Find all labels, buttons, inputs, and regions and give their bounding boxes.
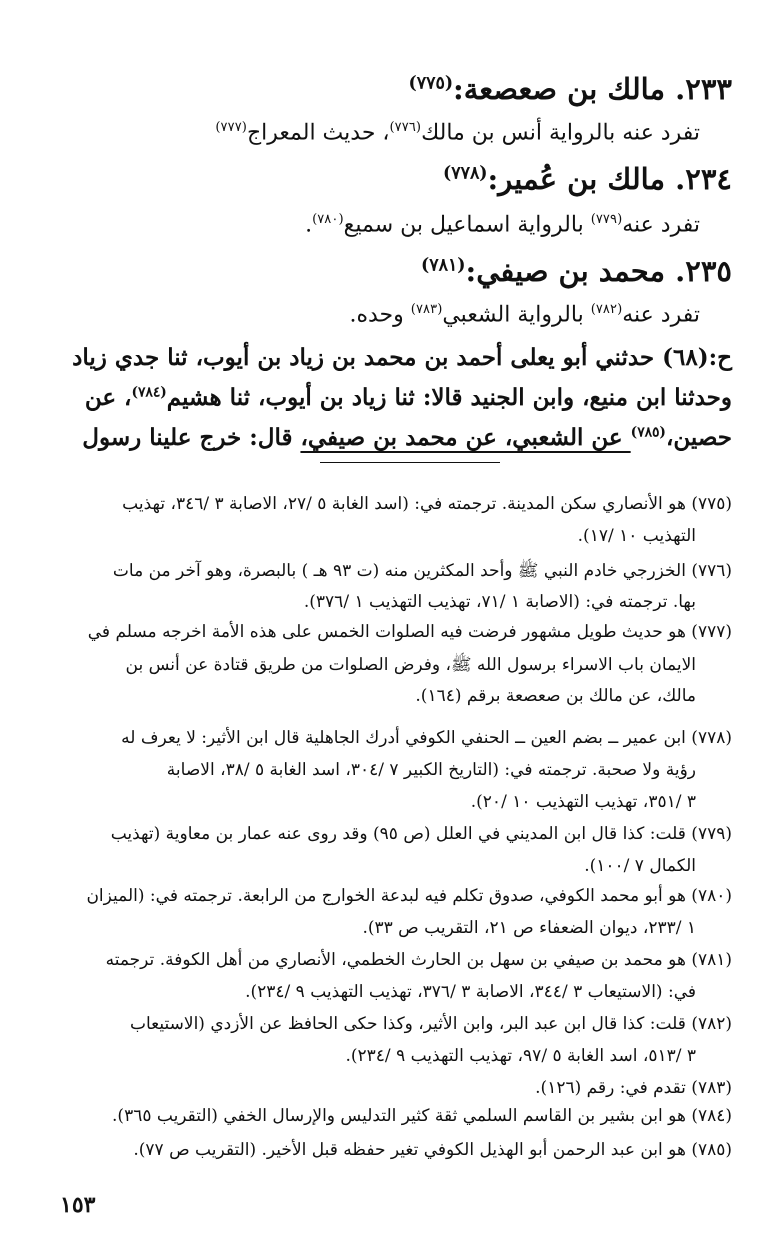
footnote-ref: (٧٨٠) xyxy=(312,212,344,227)
hadith-line-1: ح:(٦٨) حدثني أبو يعلى أحمد بن محمد بن زياد بن أيوب، ثنا جدي زياد xyxy=(72,344,732,371)
footnote-line: (٧٧٥) هو الأنصاري سكن المدينة. ترجمته في: (اسد الغابة ٥ /٢٧، الاصابة ٣ /٣٤٦، تهذيب xyxy=(122,494,732,514)
entry-body-235: تفرد عنه$^{(٧٨٢)}$ بالرواية الشعبي$^{(٧٨٣)}$ وحده. xyxy=(349,302,700,328)
footnote-line: (٧٨٢) قلت: كذا قال ابن عبد البر، وابن الأثير، وكذا حكى الحافظ عن الأزدي (الاستيعاب xyxy=(129,1014,732,1034)
footnote-continuation: الايمان باب الاسراء برسول الله ﷺ، وفرض الصلوات من طريق قتادة عن أنس بن xyxy=(125,655,696,675)
footnote-continuation: الكمال ٧ /١٠٠). xyxy=(584,856,696,876)
entry-name: محمد بن صيفي: xyxy=(465,254,666,288)
entry-name: مالك بن صعصعة: xyxy=(453,72,666,106)
footnote-ref: (٧٧٦) xyxy=(389,120,422,135)
hadith-line-2: وحدثنا ابن منيع، وابن الجنيد قالا: ثنا زياد بن أيوب، ثنا هشيم$^{(٧٨٤)}$، عن xyxy=(84,384,732,411)
footnote-ref: (٧٨٥) xyxy=(630,424,666,441)
footnote-continuation: بها. ترجمته في: (الاصابة ١ /٧١، تهذيب التهذيب ١ /٣٧٦). xyxy=(303,592,696,612)
footnote-ref: (٧٨٤) xyxy=(131,384,167,401)
entry-body-233: تفرد عنه بالرواية أنس بن مالك$^{(٧٧٦)}$، حديث المعراج$^{(٧٧٧)}$ xyxy=(215,120,700,146)
footnote-line: (٧٨٠) هو أبو محمد الكوفي، صدوق تكلم فيه لبدعة الخوارج من الرابعة. ترجمته في: (الميزان xyxy=(86,886,732,906)
footnote-ref: (٧٧٧) xyxy=(215,120,247,135)
underlined-chain: عن الشعبي، عن محمد بن صيفي، xyxy=(300,424,631,451)
entry-body-234: تفرد عنه$^{(٧٧٩)}$ بالرواية اسماعيل بن سميع$^{(٧٨٠)}$. xyxy=(305,212,700,238)
entry-number: ٢٣٤. xyxy=(675,162,732,196)
footnote-ref: (٧٧٥) xyxy=(408,73,454,94)
separator-rule xyxy=(320,462,500,463)
page-number: ١٥٣ xyxy=(60,1192,96,1218)
footnote-continuation: في: (الاستيعاب ٣ /٣٤٤، الاصابة ٣ /٣٧٦، تهذيب التهذيب ٩ /٢٣٤). xyxy=(245,982,696,1002)
footnote-ref: (٧٧٨) xyxy=(443,163,488,184)
entry-heading-234 xyxy=(443,162,732,196)
entry-number: ٢٣٥. xyxy=(675,254,732,288)
footnote-line: (٧٧٦) الخزرجي خادم النبي ﷺ وأحد المكثرين منه (ت ٩٣ هـ ) بالبصرة، وهو آخر من مات xyxy=(112,561,732,581)
entry-heading-235 xyxy=(421,254,732,288)
footnote-line: (٧٧٧) هو حديث طويل مشهور فرضت فيه الصلوات الخمس على هذه الأمة اخرجه مسلم في xyxy=(87,622,732,642)
footnote-ref: (٧٨٣) xyxy=(410,302,443,317)
entry-name: مالك بن عُمير: xyxy=(487,162,666,196)
footnote-ref: (٧٨١) xyxy=(421,255,466,276)
hadith-line-3: حصين،$^{(٧٨٥)}$ عن الشعبي، عن محمد بن صيفي، قال: خرج علينا رسول xyxy=(82,424,732,451)
footnote-line: (٧٨٣) تقدم في: رقم (١٢٦). xyxy=(535,1078,732,1098)
footnote-line: (٧٧٩) قلت: كذا قال ابن المديني في العلل (ص ٩٥) وقد روى عنه عمار بن معاوية (تهذيب xyxy=(110,824,732,844)
footnote-line: (٧٨١) هو محمد بن صيفي بن سهل بن الحارث الخطمي، الأنصاري من أهل الكوفة. ترجمته xyxy=(105,950,732,970)
footnote-line: (٧٨٤) هو ابن بشير بن القاسم السلمي ثقة كثير التدليس والإرسال الخفي (التقريب ٣٦٥). xyxy=(112,1106,732,1126)
footnote-continuation: ٣ /٥١٣، اسد الغابة ٥ /٩٧، تهذيب التهذيب ٩ /٢٣٤). xyxy=(345,1046,696,1066)
footnote-line: (٧٧٨) ابن عمير ــ بضم العين ــ الحنفي الكوفي أدرك الجاهلية قال ابن الأثير: لا يعرف له xyxy=(121,728,732,748)
footnote-continuation: مالك، عن مالك بن صعصعة برقم (١٦٤). xyxy=(415,686,696,706)
footnote-continuation: رؤية ولا صحبة. ترجمته في: (التاريخ الكبير ٧ /٣٠٤، اسد الغابة ٥ /٣٨، الاصابة xyxy=(166,760,696,780)
footnote-continuation: التهذيب ١٠ /١٧). xyxy=(577,526,696,546)
footnote-ref: (٧٨٢) xyxy=(590,302,623,317)
footnote-continuation: ٣ /٣٥١، تهذيب التهذيب ١٠ /٢٠). xyxy=(470,792,696,812)
entry-heading-233 xyxy=(409,72,732,106)
footnote-continuation: ١ /٢٣٣، ديوان الضعفاء ص ٢١، التقريب ص ٣٣). xyxy=(362,918,696,938)
entry-number: ٢٣٣. xyxy=(675,72,732,106)
footnote-ref: (٧٧٩) xyxy=(590,212,623,227)
footnote-line: (٧٨٥) هو ابن عبد الرحمن أبو الهذيل الكوفي تغير حفظه قبل الأخير. (التقريب ص ٧٧). xyxy=(133,1140,732,1160)
